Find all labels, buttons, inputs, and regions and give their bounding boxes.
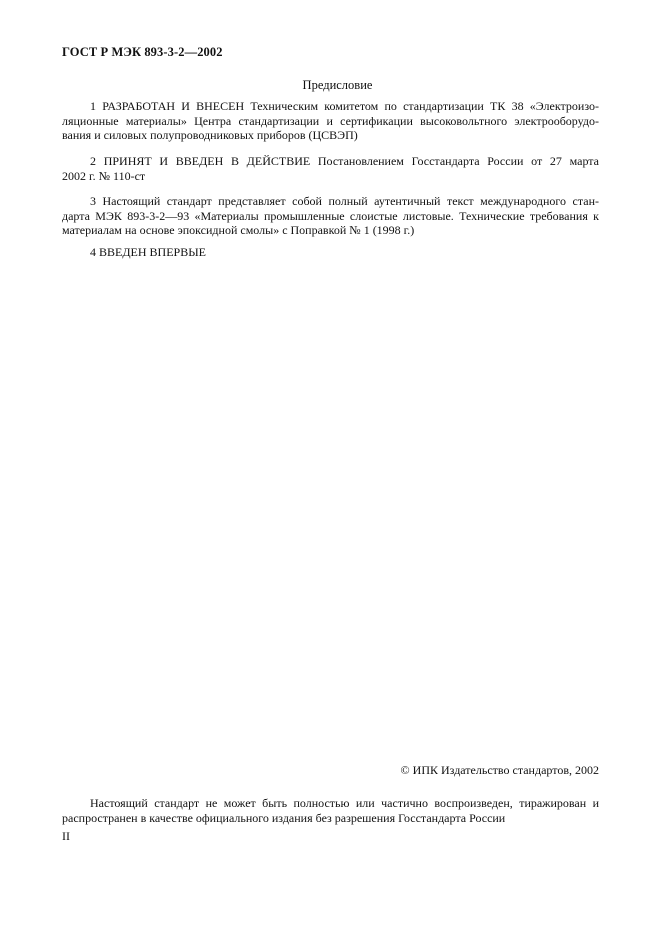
notice-line: Настоящий стандарт не может быть полностью или частично воспроизведен, тиражирован и	[90, 796, 599, 810]
page-number: II	[62, 829, 70, 843]
reproduction-notice	[62, 796, 599, 825]
paragraph-line: 2 ПРИНЯТ И ВВЕДЕН В ДЕЙСТВИЕ Постановлением Госстандарта России от 27 марта	[90, 154, 599, 168]
section-title: Предисловие	[302, 78, 373, 92]
paragraph-line: 3 Настоящий стандарт представляет собой полный аутентичный текст международного стан-	[90, 194, 599, 208]
paragraph-line: 1 РАЗРАБОТАН И ВНЕСЕН Техническим комитетом по стандартизации ТК 38 «Электроизо-	[90, 99, 599, 113]
paragraph-1	[62, 99, 599, 143]
paragraph-4	[62, 245, 599, 260]
paragraph-line: 4 ВВЕДЕН ВПЕРВЫЕ	[90, 245, 206, 259]
paragraph-line: дарта МЭК 893-3-2—93 «Материалы промышленные слоистые листовые. Технические требования к	[62, 208, 599, 223]
paragraph-line: вания и силовых полупроводниковых приборов (ЦСВЭП)	[62, 128, 358, 142]
paragraph-line: материалам на основе эпоксидной смолы» с Поправкой № 1 (1998 г.)	[62, 223, 415, 237]
copyright-line: © ИПК Издательство стандартов, 2002	[400, 763, 599, 777]
paragraph-3	[62, 194, 599, 238]
paragraph-line: ляционные материалы» Центра стандартизации и сертификации высоковольтного электрооборудо-	[62, 113, 599, 128]
document-header: ГОСТ Р МЭК 893-3-2—2002	[62, 45, 223, 59]
paragraph-line: 2002 г. № 110-ст	[62, 168, 146, 183]
paragraph-2	[62, 154, 599, 183]
notice-line: распространен в качестве официального издания без разрешения Госстандарта России	[62, 810, 506, 825]
